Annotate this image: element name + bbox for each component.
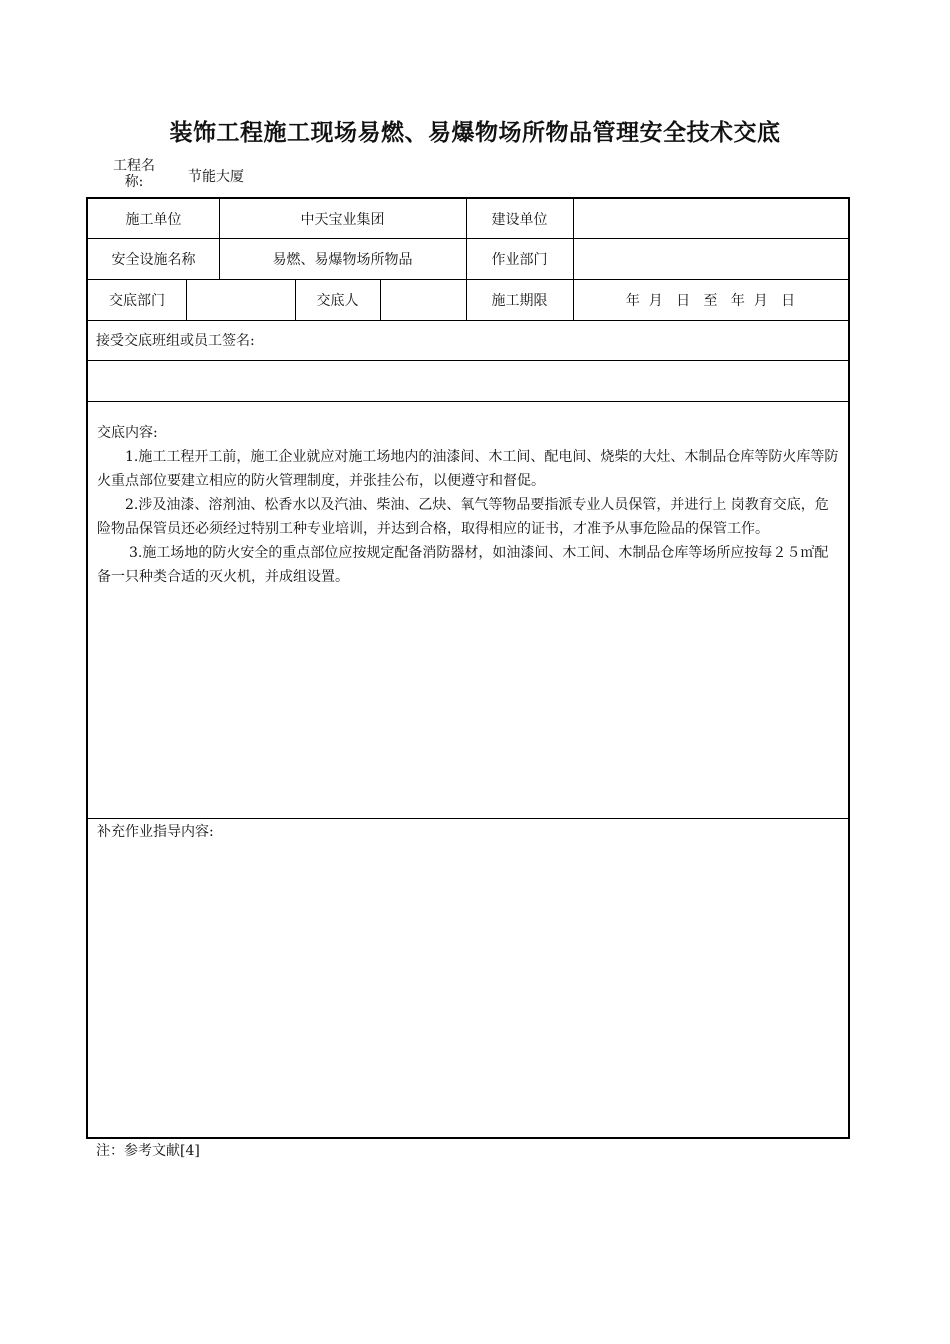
- handover-dept-value: [186, 279, 295, 320]
- content-paragraph: 3.施工场地的防火安全的重点部位应按规定配备消防器材，如油漆间、木工间、木制品仓库等场所应按每２５㎡配备一只种类合适的灭火机，并成组设置。: [97, 545, 829, 585]
- work-dept-value: [573, 238, 848, 279]
- reference-note: 注：参考文献[4]: [96, 1143, 200, 1159]
- content-label: 交底内容:: [97, 425, 158, 441]
- period-value: 年 月 日 至 年 月 日: [625, 292, 796, 309]
- project-name-value: 节能大厦: [188, 169, 244, 185]
- signature-area[interactable]: [88, 360, 848, 401]
- facility-name-value: 易燃、易爆物场所物品: [272, 251, 413, 268]
- signature-label: 接受交底班组或员工签名:: [96, 333, 255, 349]
- work-dept-label: 作业部门: [491, 251, 548, 268]
- handover-content: [97, 421, 839, 589]
- handover-dept-label: 交底部门: [109, 292, 165, 309]
- period-label: 施工期限: [491, 292, 548, 309]
- content-paragraph: 1.施工工程开工前，施工企业就应对施工场地内的油漆间、木工间、配电间、烧柴的大灶、木制品仓库等防火库等防火重点部位要建立相应的防火管理制度，并张挂公布，以便遵守和督促。: [97, 449, 839, 489]
- build-unit-value: [573, 199, 848, 238]
- handover-person-label: 交底人: [316, 292, 359, 309]
- construction-unit-value: 中天宝业集团: [300, 211, 385, 228]
- project-name-label-line1: 工程名: [113, 158, 155, 174]
- row-divider: [88, 401, 848, 402]
- project-name-label: [106, 158, 162, 190]
- row-divider: [88, 818, 848, 819]
- construction-unit-label: 施工单位: [125, 211, 182, 228]
- project-name-label-line2: 称:: [124, 174, 144, 190]
- handover-person-value: [380, 279, 466, 320]
- build-unit-label: 建设单位: [491, 211, 548, 228]
- content-paragraph: 2.涉及油漆、溶剂油、松香水以及汽油、柴油、乙炔、氧气等物品要指派专业人员保管，并进行上 岗教育交底，危险物品保管员还必须经过特别工种专业培训，并达到合格，取得相应的证书，才准予从事危险品的保管工作。: [97, 497, 829, 537]
- supplement-label: 补充作业指导内容:: [97, 824, 214, 840]
- facility-name-label: 安全设施名称: [111, 251, 196, 268]
- handover-form-table: [86, 197, 850, 1139]
- document-title: 装饰工程施工现场易燃、易爆物场所物品管理安全技术交底: [169, 120, 781, 146]
